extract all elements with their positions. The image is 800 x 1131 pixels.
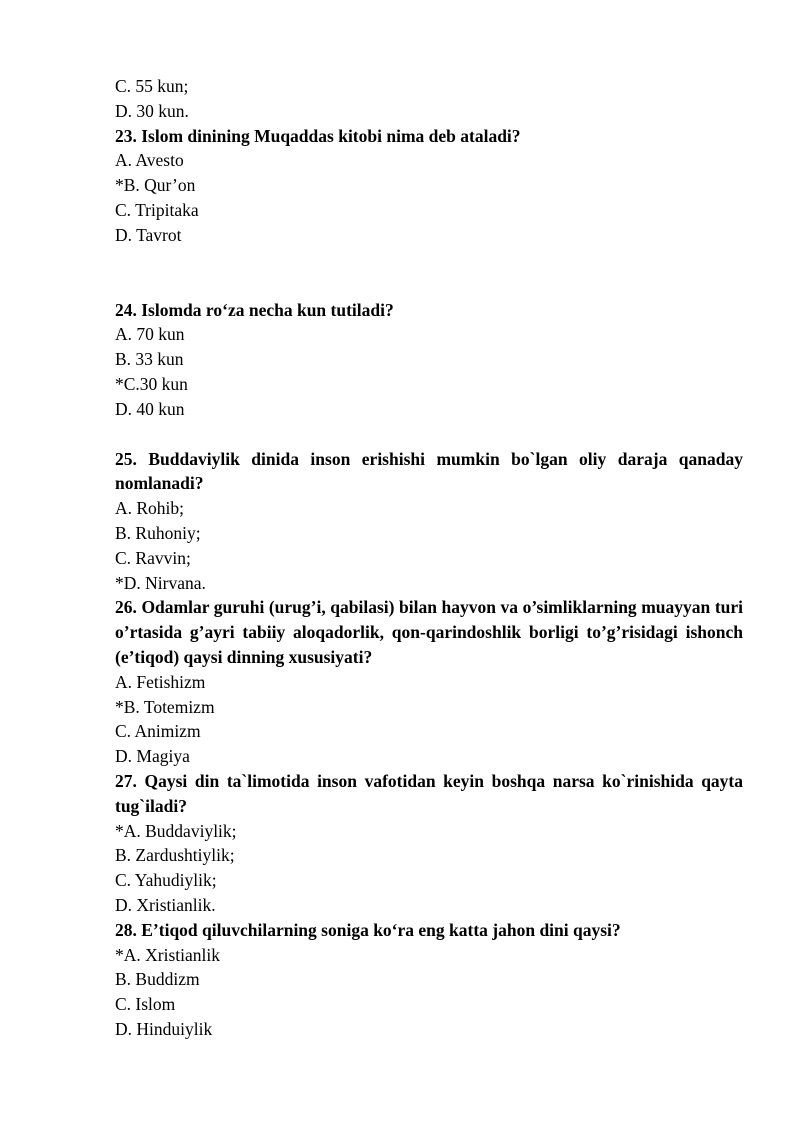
option-28-d: D. Hinduiylik (115, 1018, 213, 1039)
option-23-a: A. Avesto (115, 150, 184, 171)
question-27-number: 27. (115, 770, 137, 791)
document-page (115, 74, 743, 1042)
question-28-prompt: . E’tiqod qiluvchilarning soniga ko‘ra eng katta jahon dini qaysi? (132, 919, 621, 940)
question-24 (115, 298, 743, 422)
question-25 (115, 447, 743, 596)
question-25-text (115, 447, 743, 497)
option-24-b: B. 33 kun (115, 349, 184, 370)
question-26-prompt: Odamlar guruhi (urug’i, qabilasi) bilan hayvon va o’simliklarning muayyan turi o’rtasida g’ayri tabiiy aloqadorlik, qon-qarindoshlik borligi to’g’risidagi ishonch (e’tiqod) qaysi dinning xususiyati? (115, 597, 744, 667)
question-23-text (115, 124, 743, 149)
option-23-b: *B. Qur’on (115, 175, 196, 196)
question-23 (115, 124, 743, 248)
option-28-a: *A. Xristianlik (115, 944, 220, 965)
option-28-c: C. Islom (115, 994, 176, 1015)
blank-space (115, 248, 743, 298)
option-25-c: C. Ravvin; (115, 547, 191, 568)
option-22-c: C. 55 kun; (115, 76, 189, 96)
question-27-prompt: Qaysi din ta`limotida inson vafotidan keyin boshqa narsa ko`rinishida qayta tug`iladi? (115, 770, 744, 816)
question-28-number: 28 (115, 919, 133, 940)
option-23-c: C. Tripitaka (115, 199, 199, 220)
question-28 (115, 918, 743, 1042)
question-26-text (115, 595, 743, 669)
question-25-prompt: Buddaviylik dinida inson erishishi mumkin bo`lgan oliy daraja qanaday nomlanadi? (115, 448, 744, 494)
question-23-number: 23. (115, 125, 137, 146)
question-26-number: 26. (115, 597, 137, 618)
question-26 (115, 595, 743, 769)
option-25-d: *D. Nirvana. (115, 572, 206, 593)
option-26-a: A. Fetishizm (115, 671, 206, 692)
option-24-a: A. 70 kun (115, 324, 185, 345)
option-25-b: B. Ruhoniy; (115, 522, 201, 543)
option-24-c: *C.30 kun (115, 373, 188, 394)
option-25-a: A. Rohib; (115, 498, 185, 519)
question-24-text (115, 298, 743, 323)
option-23-d: D. Tavrot (115, 224, 182, 245)
option-27-a: *A. Buddaviylik; (115, 820, 237, 841)
option-24-d: D. 40 kun (115, 398, 185, 419)
question-24-prompt: Islomda ro‘za necha kun tutiladi? (141, 299, 394, 320)
question-28-text (115, 918, 743, 943)
option-22-d: D. 30 kun. (115, 100, 189, 121)
question-24-number: 24. (115, 299, 137, 320)
option-27-c: C. Yahudiylik; (115, 870, 217, 891)
question-22-options (115, 74, 743, 124)
option-26-c: C. Animizm (115, 721, 201, 742)
option-28-b: B. Buddizm (115, 969, 200, 990)
option-27-d: D. Xristianlik. (115, 894, 216, 915)
question-23-prompt: Islom dinining Muqaddas kitobi nima deb ataladi? (141, 125, 521, 146)
option-26-b: *B. Totemizm (115, 696, 215, 717)
question-25-number: 25. (115, 448, 137, 469)
option-27-b: B. Zardushtiylik; (115, 845, 235, 866)
question-27-text (115, 769, 743, 819)
blank-space (115, 422, 743, 447)
option-26-d: D. Magiya (115, 746, 190, 767)
question-27 (115, 769, 743, 918)
